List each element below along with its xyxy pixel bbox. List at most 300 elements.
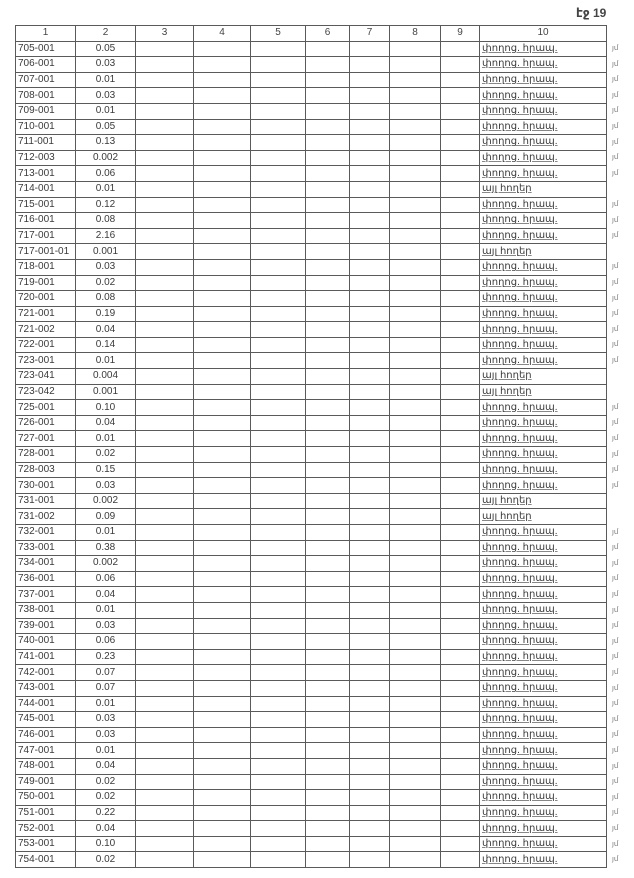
empty-cell-9 xyxy=(441,197,480,213)
parcel-code-cell: 742-001 xyxy=(16,665,76,681)
empty-cell-6 xyxy=(306,88,350,104)
area-cell: 0.22 xyxy=(76,805,136,821)
parcel-code-cell: 734-001 xyxy=(16,556,76,572)
empty-cell-8 xyxy=(390,836,441,852)
empty-cell-7 xyxy=(350,369,390,385)
empty-cell-4 xyxy=(194,166,251,182)
empty-cell-5 xyxy=(251,758,306,774)
empty-cell-8 xyxy=(390,259,441,275)
empty-cell-8 xyxy=(390,213,441,229)
empty-cell-3 xyxy=(136,353,194,369)
parcel-code-cell: 744-001 xyxy=(16,696,76,712)
margin-mark: յմ xyxy=(612,544,619,552)
land-type-cell: փողոց. հրապ. xyxy=(480,649,607,665)
empty-cell-8 xyxy=(390,758,441,774)
empty-cell-3 xyxy=(136,680,194,696)
empty-cell-3 xyxy=(136,462,194,478)
land-type-cell: փողոց. հրապ. xyxy=(480,166,607,182)
land-type-cell: փողոց. հրապ. xyxy=(480,634,607,650)
column-header-6: 6 xyxy=(306,26,350,42)
empty-cell-6 xyxy=(306,337,350,353)
empty-cell-9 xyxy=(441,57,480,73)
empty-cell-6 xyxy=(306,587,350,603)
empty-cell-4 xyxy=(194,805,251,821)
table-row xyxy=(16,774,607,790)
empty-cell-6 xyxy=(306,790,350,806)
empty-cell-5 xyxy=(251,525,306,541)
empty-cell-6 xyxy=(306,431,350,447)
parcel-code-cell: 717-001 xyxy=(16,228,76,244)
empty-cell-3 xyxy=(136,805,194,821)
empty-cell-9 xyxy=(441,259,480,275)
empty-cell-5 xyxy=(251,805,306,821)
area-cell: 0.01 xyxy=(76,181,136,197)
column-header-9: 9 xyxy=(441,26,480,42)
land-type-cell: փողոց. հրապ. xyxy=(480,852,607,868)
empty-cell-5 xyxy=(251,275,306,291)
empty-cell-5 xyxy=(251,634,306,650)
empty-cell-3 xyxy=(136,41,194,57)
area-cell: 0.01 xyxy=(76,103,136,119)
empty-cell-5 xyxy=(251,571,306,587)
land-type-cell: փողոց. հրապ. xyxy=(480,587,607,603)
empty-cell-6 xyxy=(306,72,350,88)
empty-cell-6 xyxy=(306,384,350,400)
empty-cell-4 xyxy=(194,181,251,197)
empty-cell-9 xyxy=(441,493,480,509)
empty-cell-7 xyxy=(350,447,390,463)
parcel-code-cell: 746-001 xyxy=(16,727,76,743)
table-row xyxy=(16,587,607,603)
area-cell: 0.04 xyxy=(76,415,136,431)
empty-cell-5 xyxy=(251,103,306,119)
empty-cell-8 xyxy=(390,649,441,665)
area-cell: 0.38 xyxy=(76,540,136,556)
land-type-cell: փողոց. հրապ. xyxy=(480,805,607,821)
parcel-code-cell: 713-001 xyxy=(16,166,76,182)
empty-cell-4 xyxy=(194,790,251,806)
empty-cell-8 xyxy=(390,634,441,650)
empty-cell-4 xyxy=(194,72,251,88)
empty-cell-8 xyxy=(390,291,441,307)
empty-cell-8 xyxy=(390,478,441,494)
area-cell: 0.04 xyxy=(76,758,136,774)
empty-cell-4 xyxy=(194,291,251,307)
table-body xyxy=(16,41,607,867)
land-type-cell: փողոց. հրապ. xyxy=(480,712,607,728)
table-row xyxy=(16,197,607,213)
margin-mark: յմ xyxy=(612,310,619,318)
parcel-code-cell: 738-001 xyxy=(16,602,76,618)
empty-cell-6 xyxy=(306,509,350,525)
empty-cell-6 xyxy=(306,103,350,119)
table-row xyxy=(16,680,607,696)
empty-cell-6 xyxy=(306,275,350,291)
land-type-cell: փողոց. հրապ. xyxy=(480,758,607,774)
margin-mark: յմ xyxy=(612,840,619,848)
empty-cell-8 xyxy=(390,727,441,743)
area-cell: 0.23 xyxy=(76,649,136,665)
margin-mark: յմ xyxy=(612,279,619,286)
parcel-code-cell: 707-001 xyxy=(16,72,76,88)
margin-mark: յմ xyxy=(612,591,619,598)
table-row xyxy=(16,743,607,759)
empty-cell-8 xyxy=(390,306,441,322)
empty-cell-7 xyxy=(350,103,390,119)
empty-cell-5 xyxy=(251,509,306,525)
empty-cell-6 xyxy=(306,556,350,572)
empty-cell-4 xyxy=(194,493,251,509)
margin-mark: յմ xyxy=(612,715,619,723)
parcel-code-cell: 727-001 xyxy=(16,431,76,447)
land-type-cell: փողոց. հրապ. xyxy=(480,696,607,712)
empty-cell-4 xyxy=(194,540,251,556)
empty-cell-3 xyxy=(136,306,194,322)
empty-cell-9 xyxy=(441,602,480,618)
empty-cell-5 xyxy=(251,119,306,135)
area-cell: 0.14 xyxy=(76,337,136,353)
empty-cell-6 xyxy=(306,119,350,135)
empty-cell-7 xyxy=(350,259,390,275)
empty-cell-3 xyxy=(136,602,194,618)
empty-cell-3 xyxy=(136,509,194,525)
empty-cell-4 xyxy=(194,478,251,494)
empty-cell-4 xyxy=(194,680,251,696)
empty-cell-6 xyxy=(306,665,350,681)
empty-cell-5 xyxy=(251,587,306,603)
land-type-cell: փողոց. հրապ. xyxy=(480,135,607,151)
margin-mark: յմ xyxy=(612,669,619,676)
empty-cell-6 xyxy=(306,525,350,541)
empty-cell-7 xyxy=(350,72,390,88)
parcel-code-cell: 743-001 xyxy=(16,680,76,696)
empty-cell-7 xyxy=(350,758,390,774)
parcel-code-cell: 732-001 xyxy=(16,525,76,541)
empty-cell-3 xyxy=(136,493,194,509)
margin-mark: յմ xyxy=(612,403,619,411)
empty-cell-4 xyxy=(194,41,251,57)
empty-cell-4 xyxy=(194,665,251,681)
parcel-code-cell: 723-042 xyxy=(16,384,76,400)
table-row xyxy=(16,72,607,88)
parcel-code-cell: 748-001 xyxy=(16,758,76,774)
land-type-cell: փողոց. հրապ. xyxy=(480,602,607,618)
empty-cell-3 xyxy=(136,431,194,447)
empty-cell-9 xyxy=(441,478,480,494)
empty-cell-9 xyxy=(441,758,480,774)
land-type-cell: փողոց. հրապ. xyxy=(480,57,607,73)
area-cell: 0.02 xyxy=(76,852,136,868)
empty-cell-5 xyxy=(251,790,306,806)
parcel-code-cell: 750-001 xyxy=(16,790,76,806)
margin-mark: յմ xyxy=(612,684,619,692)
area-cell: 0.19 xyxy=(76,306,136,322)
parcel-code-cell: 751-001 xyxy=(16,805,76,821)
empty-cell-8 xyxy=(390,228,441,244)
empty-cell-8 xyxy=(390,556,441,572)
empty-cell-8 xyxy=(390,493,441,509)
land-type-cell: փողոց. հրապ. xyxy=(480,540,607,556)
table-row xyxy=(16,135,607,151)
empty-cell-4 xyxy=(194,447,251,463)
parcel-code-cell: 749-001 xyxy=(16,774,76,790)
empty-cell-4 xyxy=(194,57,251,73)
table-row xyxy=(16,727,607,743)
empty-cell-3 xyxy=(136,587,194,603)
area-cell: 0.03 xyxy=(76,57,136,73)
table-row xyxy=(16,415,607,431)
empty-cell-9 xyxy=(441,400,480,416)
empty-cell-8 xyxy=(390,57,441,73)
empty-cell-5 xyxy=(251,213,306,229)
table-row xyxy=(16,88,607,104)
empty-cell-7 xyxy=(350,41,390,57)
empty-cell-7 xyxy=(350,571,390,587)
land-type-cell: փողոց. հրապ. xyxy=(480,400,607,416)
margin-mark: յմ xyxy=(612,325,619,333)
empty-cell-7 xyxy=(350,649,390,665)
empty-cell-9 xyxy=(441,571,480,587)
empty-cell-9 xyxy=(441,790,480,806)
table-row xyxy=(16,150,607,166)
empty-cell-9 xyxy=(441,41,480,57)
empty-cell-9 xyxy=(441,228,480,244)
empty-cell-5 xyxy=(251,447,306,463)
empty-cell-8 xyxy=(390,181,441,197)
column-header-3: 3 xyxy=(136,26,194,42)
empty-cell-4 xyxy=(194,322,251,338)
parcel-code-cell: 736-001 xyxy=(16,571,76,587)
margin-mark: յմ xyxy=(612,637,619,645)
empty-cell-3 xyxy=(136,571,194,587)
empty-cell-5 xyxy=(251,774,306,790)
empty-cell-9 xyxy=(441,649,480,665)
empty-cell-6 xyxy=(306,353,350,369)
area-cell: 0.01 xyxy=(76,353,136,369)
margin-mark: յմ xyxy=(612,341,619,349)
empty-cell-6 xyxy=(306,821,350,837)
empty-cell-8 xyxy=(390,712,441,728)
table-row xyxy=(16,431,607,447)
empty-cell-9 xyxy=(441,462,480,478)
column-header-10: 10 xyxy=(480,26,607,42)
empty-cell-6 xyxy=(306,259,350,275)
land-type-cell: փողոց. հրապ. xyxy=(480,462,607,478)
empty-cell-5 xyxy=(251,602,306,618)
area-cell: 0.03 xyxy=(76,259,136,275)
empty-cell-3 xyxy=(136,836,194,852)
empty-cell-3 xyxy=(136,852,194,868)
empty-cell-6 xyxy=(306,602,350,618)
empty-cell-4 xyxy=(194,758,251,774)
land-type-cell: փողոց. հրապ. xyxy=(480,228,607,244)
empty-cell-7 xyxy=(350,181,390,197)
area-cell: 0.03 xyxy=(76,618,136,634)
empty-cell-3 xyxy=(136,119,194,135)
empty-cell-6 xyxy=(306,743,350,759)
land-type-cell: փողոց. հրապ. xyxy=(480,431,607,447)
area-cell: 0.13 xyxy=(76,135,136,151)
empty-cell-3 xyxy=(136,540,194,556)
empty-cell-7 xyxy=(350,478,390,494)
empty-cell-4 xyxy=(194,353,251,369)
area-cell: 0.03 xyxy=(76,727,136,743)
area-cell: 0.15 xyxy=(76,462,136,478)
empty-cell-6 xyxy=(306,150,350,166)
empty-cell-7 xyxy=(350,821,390,837)
parcel-code-cell: 718-001 xyxy=(16,259,76,275)
area-cell: 0.01 xyxy=(76,743,136,759)
land-type-cell: այլ հողեր xyxy=(480,369,607,385)
land-type-cell: փողոց. հրապ. xyxy=(480,743,607,759)
table-row xyxy=(16,41,607,57)
empty-cell-8 xyxy=(390,88,441,104)
parcel-code-cell: 716-001 xyxy=(16,213,76,229)
table-row xyxy=(16,758,607,774)
parcel-code-cell: 714-001 xyxy=(16,181,76,197)
empty-cell-4 xyxy=(194,337,251,353)
empty-cell-6 xyxy=(306,322,350,338)
empty-cell-5 xyxy=(251,665,306,681)
empty-cell-8 xyxy=(390,462,441,478)
margin-mark: յմ xyxy=(612,201,619,208)
table-row xyxy=(16,259,607,275)
empty-cell-6 xyxy=(306,493,350,509)
empty-cell-6 xyxy=(306,649,350,665)
empty-cell-4 xyxy=(194,602,251,618)
empty-cell-9 xyxy=(441,509,480,525)
empty-cell-3 xyxy=(136,649,194,665)
empty-cell-8 xyxy=(390,821,441,837)
empty-cell-9 xyxy=(441,431,480,447)
area-cell: 0.002 xyxy=(76,150,136,166)
area-cell: 0.10 xyxy=(76,400,136,416)
empty-cell-7 xyxy=(350,509,390,525)
empty-cell-6 xyxy=(306,774,350,790)
land-type-cell: այլ հողեր xyxy=(480,244,607,260)
empty-cell-9 xyxy=(441,821,480,837)
parcel-code-cell: 733-001 xyxy=(16,540,76,556)
table-row xyxy=(16,821,607,837)
empty-cell-9 xyxy=(441,166,480,182)
empty-cell-3 xyxy=(136,447,194,463)
empty-cell-4 xyxy=(194,244,251,260)
margin-mark: յմ xyxy=(612,91,619,99)
empty-cell-8 xyxy=(390,525,441,541)
empty-cell-6 xyxy=(306,291,350,307)
land-type-cell: փողոց. հրապ. xyxy=(480,291,607,307)
area-cell: 0.05 xyxy=(76,119,136,135)
empty-cell-8 xyxy=(390,805,441,821)
land-type-cell: փողոց. հրապ. xyxy=(480,571,607,587)
empty-cell-8 xyxy=(390,135,441,151)
empty-cell-7 xyxy=(350,743,390,759)
empty-cell-6 xyxy=(306,836,350,852)
empty-cell-4 xyxy=(194,556,251,572)
table-row xyxy=(16,353,607,369)
area-cell: 0.06 xyxy=(76,634,136,650)
empty-cell-7 xyxy=(350,400,390,416)
area-cell: 0.09 xyxy=(76,509,136,525)
column-header-row xyxy=(16,26,607,42)
empty-cell-3 xyxy=(136,618,194,634)
empty-cell-3 xyxy=(136,758,194,774)
column-header-4: 4 xyxy=(194,26,251,42)
empty-cell-3 xyxy=(136,712,194,728)
empty-cell-4 xyxy=(194,462,251,478)
empty-cell-9 xyxy=(441,353,480,369)
empty-cell-3 xyxy=(136,322,194,338)
empty-cell-3 xyxy=(136,291,194,307)
empty-cell-5 xyxy=(251,556,306,572)
area-cell: 0.04 xyxy=(76,821,136,837)
margin-mark: յմ xyxy=(612,466,619,474)
margin-mark: յմ xyxy=(612,419,619,427)
empty-cell-3 xyxy=(136,369,194,385)
area-cell: 0.002 xyxy=(76,493,136,509)
empty-cell-4 xyxy=(194,431,251,447)
land-type-cell: փողոց. հրապ. xyxy=(480,213,607,229)
land-type-cell: փողոց. հրապ. xyxy=(480,306,607,322)
table-row xyxy=(16,213,607,229)
empty-cell-9 xyxy=(441,727,480,743)
empty-cell-6 xyxy=(306,712,350,728)
table-row xyxy=(16,509,607,525)
empty-cell-5 xyxy=(251,431,306,447)
empty-cell-5 xyxy=(251,712,306,728)
land-type-cell: փողոց. հրապ. xyxy=(480,478,607,494)
empty-cell-5 xyxy=(251,540,306,556)
empty-cell-7 xyxy=(350,525,390,541)
column-header-1: 1 xyxy=(16,26,76,42)
table-row xyxy=(16,119,607,135)
table-row xyxy=(16,493,607,509)
empty-cell-4 xyxy=(194,712,251,728)
margin-mark: յմ xyxy=(612,216,619,224)
empty-cell-5 xyxy=(251,493,306,509)
parcel-code-cell: 710-001 xyxy=(16,119,76,135)
parcel-code-cell: 737-001 xyxy=(16,587,76,603)
empty-cell-3 xyxy=(136,337,194,353)
margin-mark: յմ xyxy=(612,575,619,583)
table-row xyxy=(16,852,607,868)
empty-cell-5 xyxy=(251,836,306,852)
empty-cell-6 xyxy=(306,228,350,244)
parcel-code-cell: 719-001 xyxy=(16,275,76,291)
parcel-code-cell: 708-001 xyxy=(16,88,76,104)
empty-cell-6 xyxy=(306,696,350,712)
empty-cell-8 xyxy=(390,166,441,182)
parcel-code-cell: 723-041 xyxy=(16,369,76,385)
area-cell: 0.01 xyxy=(76,72,136,88)
parcel-code-cell: 706-001 xyxy=(16,57,76,73)
empty-cell-9 xyxy=(441,337,480,353)
land-type-cell: փողոց. հրապ. xyxy=(480,353,607,369)
area-cell: 0.002 xyxy=(76,556,136,572)
area-cell: 0.12 xyxy=(76,197,136,213)
table-row xyxy=(16,462,607,478)
parcel-code-cell: 754-001 xyxy=(16,852,76,868)
table-row xyxy=(16,337,607,353)
empty-cell-4 xyxy=(194,571,251,587)
empty-cell-3 xyxy=(136,166,194,182)
margin-mark: յմ xyxy=(612,825,619,832)
empty-cell-5 xyxy=(251,821,306,837)
margin-mark: յմ xyxy=(612,528,619,536)
parcel-code-cell: 726-001 xyxy=(16,415,76,431)
column-header-8: 8 xyxy=(390,26,441,42)
empty-cell-4 xyxy=(194,649,251,665)
